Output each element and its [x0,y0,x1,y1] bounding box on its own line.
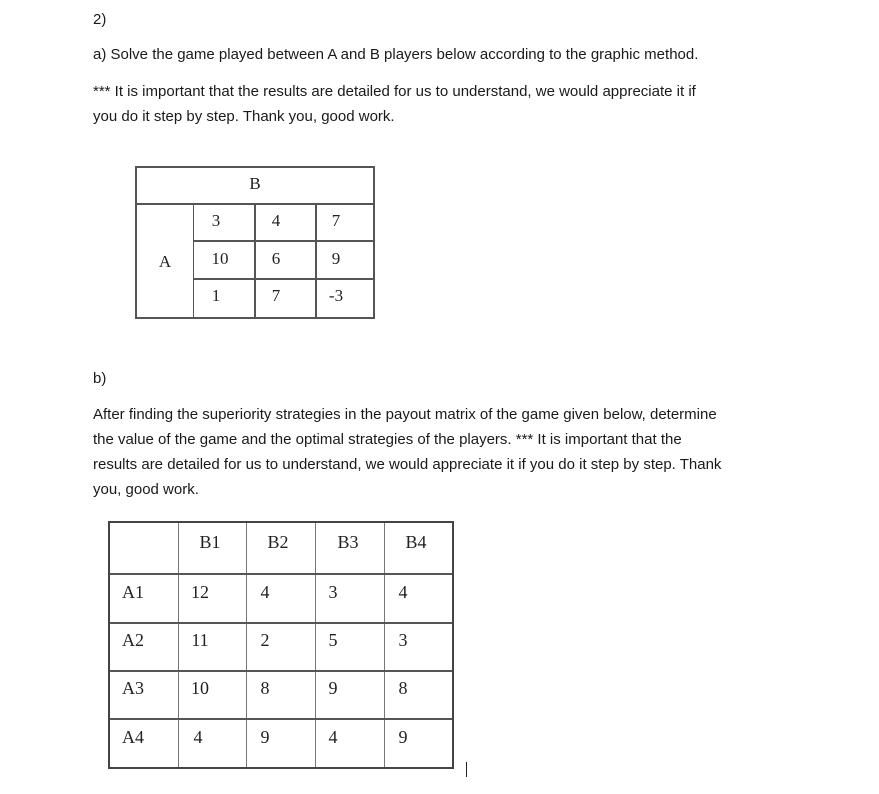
matrix-a-cell: 10 [211,249,229,268]
payoff-matrix-b [108,521,454,769]
part-b-line-1: After finding the superiority strategies in the payout matrix of the game given below, determine [93,406,717,423]
matrix-b-cell: 4 [193,727,203,747]
matrix-b-cell: 8 [398,678,408,698]
col-header-b2: B2 [267,532,289,552]
matrix-b-cell: 4 [260,582,270,602]
part-a-note-line-1: *** It is important that the results are detailed for us to understand, we would appreciate it if [93,83,696,100]
matrix-b-cell: 2 [260,630,270,650]
part-b-line-2: the value of the game and the optimal strategies of the players. *** It is important that the [93,431,682,448]
matrix-b-cell: 3 [328,582,338,602]
part-a-note-line-2: you do it step by step. Thank you, good work. [93,108,395,125]
row-player-label: A [158,252,172,271]
text-cursor [466,762,467,777]
matrix-b-cell: 9 [260,727,270,747]
part-b-label: b) [93,370,107,387]
matrix-b-cell: 5 [328,630,338,650]
question-number: 2) [93,11,107,28]
matrix-b-cell: 3 [398,630,408,650]
matrix-b-cell: 8 [260,678,270,698]
col-header-b3: B3 [337,532,359,552]
matrix-b-cell: 11 [191,630,209,650]
row-header-a4: A4 [122,727,144,747]
col-header-b1: B1 [199,532,221,552]
matrix-b-cell: 10 [191,678,209,698]
matrix-a-cell: 9 [331,249,341,268]
matrix-a-cell: 6 [271,249,281,268]
matrix-a-cell: 1 [211,286,221,305]
matrix-b-cell: 4 [328,727,338,747]
col-player-label: B [249,174,261,193]
part-b-line-4: you, good work. [93,481,199,498]
matrix-a-cell: -3 [328,286,344,305]
matrix-a-cell: 4 [271,211,281,230]
matrix-a-cell: 3 [211,211,221,230]
row-header-a3: A3 [122,678,144,698]
matrix-b-cell: 9 [328,678,338,698]
matrix-b-cell: 12 [191,582,209,602]
row-header-a1: A1 [122,582,144,602]
matrix-b-cell: 9 [398,727,408,747]
col-header-b4: B4 [405,532,427,552]
matrix-a-cell: 7 [331,211,341,230]
matrix-a-cell: 7 [271,286,281,305]
matrix-b-cell: 4 [398,582,408,602]
row-header-a2: A2 [122,630,144,650]
part-a-prompt: a) Solve the game played between A and B players below according to the graphic method. [93,46,699,63]
part-b-line-3: results are detailed for us to understand, we would appreciate it if you do it step by step. Thank [93,456,722,473]
